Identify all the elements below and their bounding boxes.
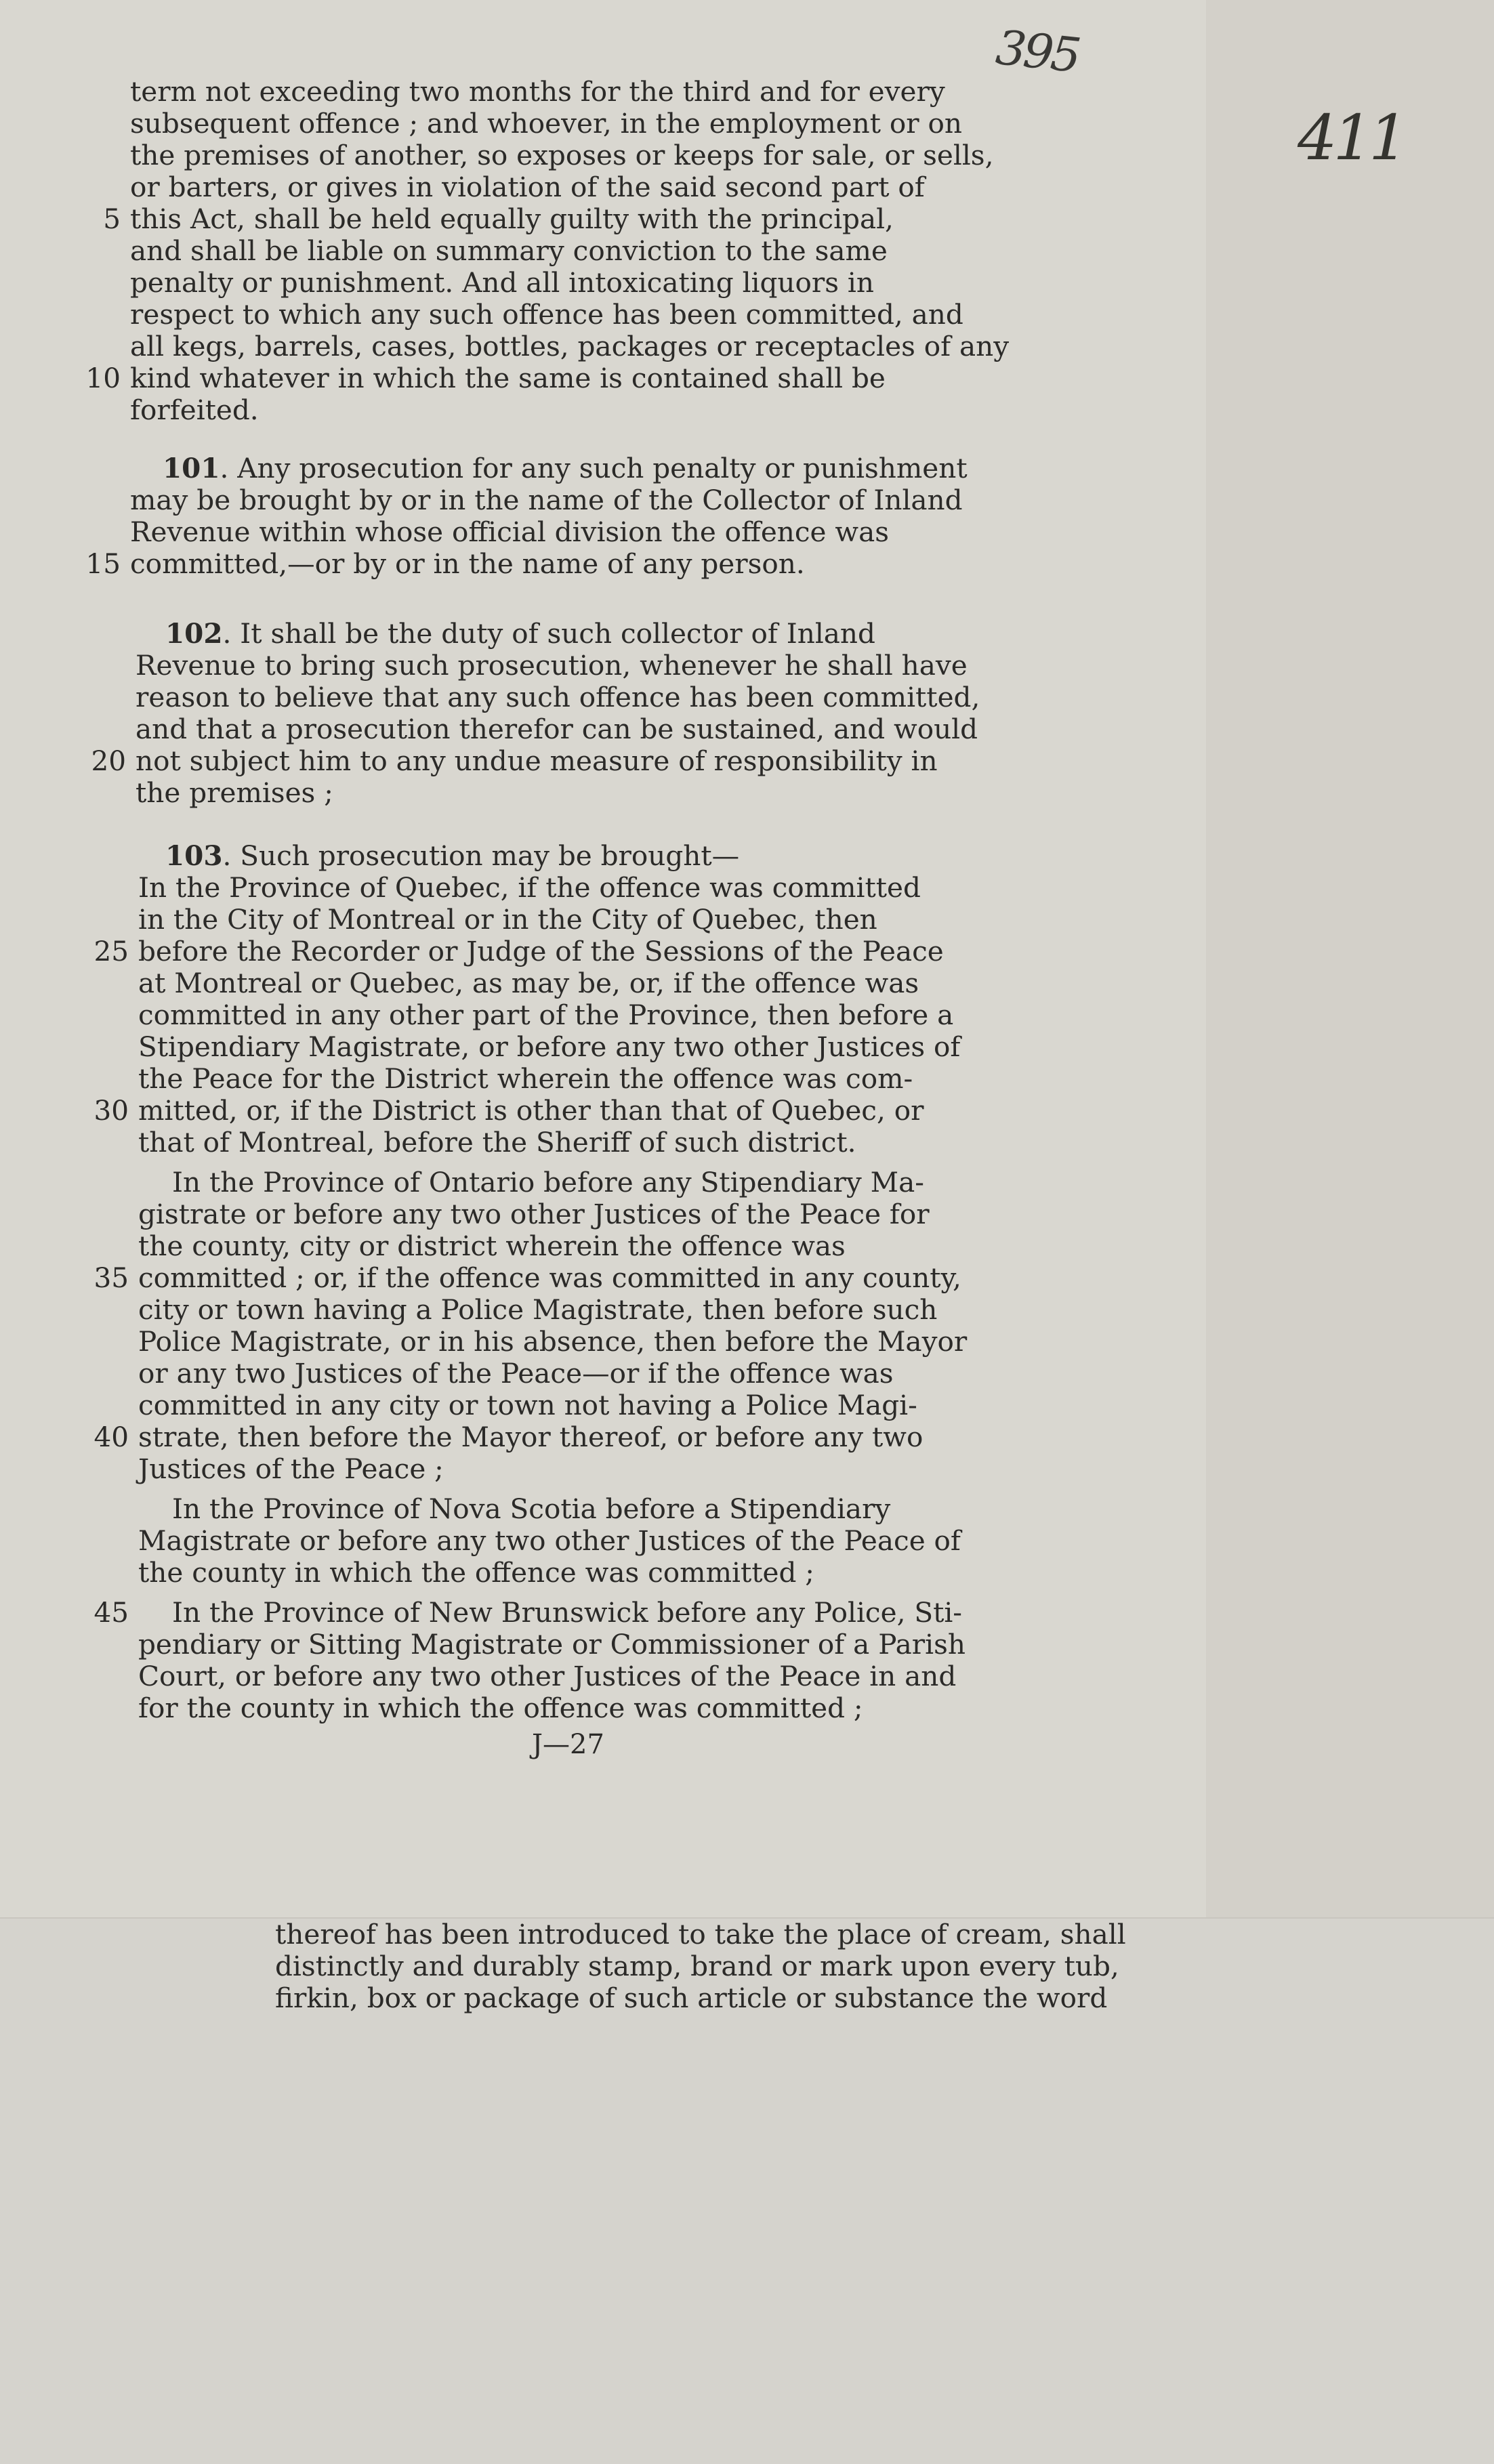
text-line — [130, 171, 1009, 203]
line-text: in the City of Montreal or in the City of Quebec, then — [138, 903, 877, 936]
section-101-number: 101 — [163, 452, 220, 484]
text-line — [138, 1557, 967, 1589]
line-text: and that a prosecution therefor can be sustained, and would — [136, 713, 978, 745]
section-102-first-line — [136, 618, 980, 650]
line-text: mitted, or, if the District is other than that of Quebec, or — [138, 1094, 924, 1127]
line-text: forfeited. — [130, 394, 259, 426]
line-number: 10 — [85, 362, 121, 394]
text-line — [130, 484, 968, 516]
text-line — [130, 235, 1009, 267]
text-line — [136, 713, 980, 745]
text-line — [138, 1525, 967, 1557]
text-line — [130, 267, 1009, 299]
section-103-first-line — [138, 840, 967, 872]
line-text: the premises of another, so exposes or keeps for sale, or sells, — [130, 139, 994, 171]
text-line — [130, 331, 1009, 362]
handwritten-page-number-top: 395 — [993, 19, 1081, 84]
line-text: penalty or punishment. And all intoxicating liquors in — [130, 266, 874, 299]
section-101-first-text: . Any prosecution for any such penalty or punishment — [220, 452, 968, 484]
line-number: 5 — [103, 203, 121, 235]
text-line — [138, 1326, 967, 1358]
line-text: the county, city or district wherein the offence was — [138, 1230, 846, 1262]
line-text: gistrate or before any two other Justices of the Peace for — [138, 1198, 930, 1230]
text-line — [138, 1390, 967, 1421]
text-line — [138, 1358, 967, 1390]
line-text: term not exceeding two months for the third and for every — [130, 75, 945, 108]
text-line — [138, 872, 967, 904]
text-line — [130, 108, 1009, 140]
text-line — [130, 299, 1009, 331]
text-line — [85, 362, 1009, 394]
text-line — [136, 777, 980, 809]
text-line — [138, 1294, 967, 1326]
section-103-quebec — [94, 871, 967, 1158]
line-number: 40 — [94, 1421, 129, 1453]
line-text: the Peace for the District wherein the offence was com- — [138, 1062, 913, 1095]
text-line — [138, 1230, 967, 1262]
line-text: the premises ; — [136, 776, 333, 809]
section-101-first-line — [130, 453, 968, 484]
text-line — [138, 1127, 967, 1158]
text-line — [130, 76, 1009, 108]
line-text: at Montreal or Quebec, as may be, or, if the offence was — [138, 967, 919, 999]
line-text: not subject him to any undue measure of responsibility in — [136, 745, 938, 777]
line-number: 25 — [94, 935, 129, 967]
line-text: In the Province of Quebec, if the offence was committed — [138, 871, 921, 904]
text-line — [138, 967, 967, 999]
line-text: all kegs, barrels, cases, bottles, packages or receptacles of any — [130, 330, 1010, 362]
lower-text-line: thereof has been introduced to take the place of cream, shall — [275, 1918, 1126, 1950]
text-line — [94, 1094, 967, 1127]
section-103-first-text: . Such prosecution may be brought— — [222, 839, 740, 872]
text-line — [138, 1031, 967, 1063]
text-line — [130, 394, 1009, 426]
text-line — [94, 1261, 967, 1294]
line-text: pendiary or Sitting Magistrate or Commissioner of a Parish — [138, 1628, 966, 1661]
text-line — [138, 1167, 967, 1198]
line-text: Revenue to bring such prosecution, whenever he shall have — [136, 649, 968, 682]
line-text: that of Montreal, before the Sheriff of such district. — [138, 1126, 856, 1158]
line-text: or barters, or gives in violation of the said second part of — [130, 171, 925, 203]
text-line — [138, 904, 967, 936]
line-number: 20 — [91, 745, 126, 777]
text-line — [130, 140, 1009, 171]
text-line — [136, 650, 980, 682]
text-line — [138, 1661, 967, 1692]
line-text: city or town having a Police Magistrate, then before such — [138, 1293, 938, 1326]
text-line — [130, 516, 968, 548]
section-102 — [91, 617, 980, 809]
text-line — [85, 547, 968, 580]
section-103-number: 103 — [165, 839, 223, 872]
line-text: In the Province of Ontario before any Stipendiary Ma- — [172, 1166, 924, 1198]
line-text: In the Province of Nova Scotia before a Stipendiary — [172, 1492, 891, 1525]
line-number: 35 — [94, 1261, 129, 1294]
line-text: or any two Justices of the Peace—or if the offence was — [138, 1357, 894, 1390]
line-text: and shall be liable on summary conviction to the same — [130, 234, 888, 267]
handwritten-page-number-right: 411 — [1298, 102, 1405, 174]
text-line — [103, 203, 1009, 235]
line-text: strate, then before the Mayor thereof, or before any two — [138, 1421, 924, 1453]
page-edge — [1206, 0, 1494, 1917]
line-number: 30 — [94, 1094, 129, 1127]
line-text: reason to believe that any such offence has been committed, — [136, 681, 980, 713]
line-text: Revenue within whose official division the offence was — [130, 516, 889, 548]
line-text: committed in any city or town not having a Police Magi- — [138, 1389, 917, 1421]
line-text: Stipendiary Magistrate, or before any two other Justices of — [138, 1030, 961, 1063]
line-text: before the Recorder or Judge of the Sessions of the Peace — [138, 935, 944, 967]
text-line — [136, 682, 980, 713]
line-text: In the Province of New Brunswick before any Police, Sti- — [172, 1596, 962, 1629]
text-line — [138, 1063, 967, 1095]
section-102-first-text: . It shall be the duty of such collector of Inland — [222, 617, 875, 650]
line-text: Magistrate or before any two other Justices of the Peace of — [138, 1524, 961, 1557]
line-text: respect to which any such offence has been committed, and — [130, 298, 963, 331]
text-line — [138, 999, 967, 1031]
section-103-nova-scotia — [138, 1493, 967, 1589]
line-text: Court, or before any two other Justices of the Peace in and — [138, 1660, 957, 1692]
line-number: 15 — [85, 547, 121, 580]
line-text: committed,—or by or in the name of any person. — [130, 547, 805, 580]
section-102-number: 102 — [165, 617, 223, 650]
lower-sheet-text — [275, 1919, 1126, 2014]
line-text: subsequent offence ; and whoever, in the employment or on — [130, 107, 962, 140]
section-101 — [85, 452, 968, 580]
line-text: may be brought by or in the name of the Collector of Inland — [130, 484, 963, 516]
signature-mark: J—27 — [532, 1729, 604, 1760]
section-103-new-brunswick — [94, 1596, 967, 1724]
line-number: 45 — [94, 1596, 129, 1629]
text-line — [94, 1596, 967, 1629]
paragraph-intro — [85, 75, 1010, 426]
text-line — [94, 935, 967, 967]
text-line — [91, 745, 980, 777]
line-text: committed ; or, if the offence was committed in any county, — [138, 1261, 961, 1294]
line-text: kind whatever in which the same is contained shall be — [130, 362, 886, 394]
section-103-ontario — [94, 1166, 968, 1485]
line-text: the county in which the offence was committed ; — [138, 1556, 814, 1589]
line-text: Justices of the Peace ; — [138, 1453, 444, 1485]
section-103 — [94, 839, 968, 1724]
lower-text-line: firkin, box or package of such article or substance the word — [275, 1982, 1108, 2014]
line-text: Police Magistrate, or in his absence, then before the Mayor — [138, 1325, 968, 1358]
text-line — [138, 1629, 967, 1661]
text-line — [138, 1493, 967, 1525]
text-line — [138, 1198, 967, 1230]
lower-text-line: distinctly and durably stamp, brand or mark upon every tub, — [275, 1950, 1119, 1982]
line-text: this Act, shall be held equally guilty with the principal, — [130, 203, 894, 235]
text-line — [94, 1421, 967, 1453]
text-line — [138, 1453, 967, 1485]
line-text: for the county in which the offence was committed ; — [138, 1692, 863, 1724]
text-line — [138, 1692, 967, 1724]
line-text: committed in any other part of the Province, then before a — [138, 999, 954, 1031]
